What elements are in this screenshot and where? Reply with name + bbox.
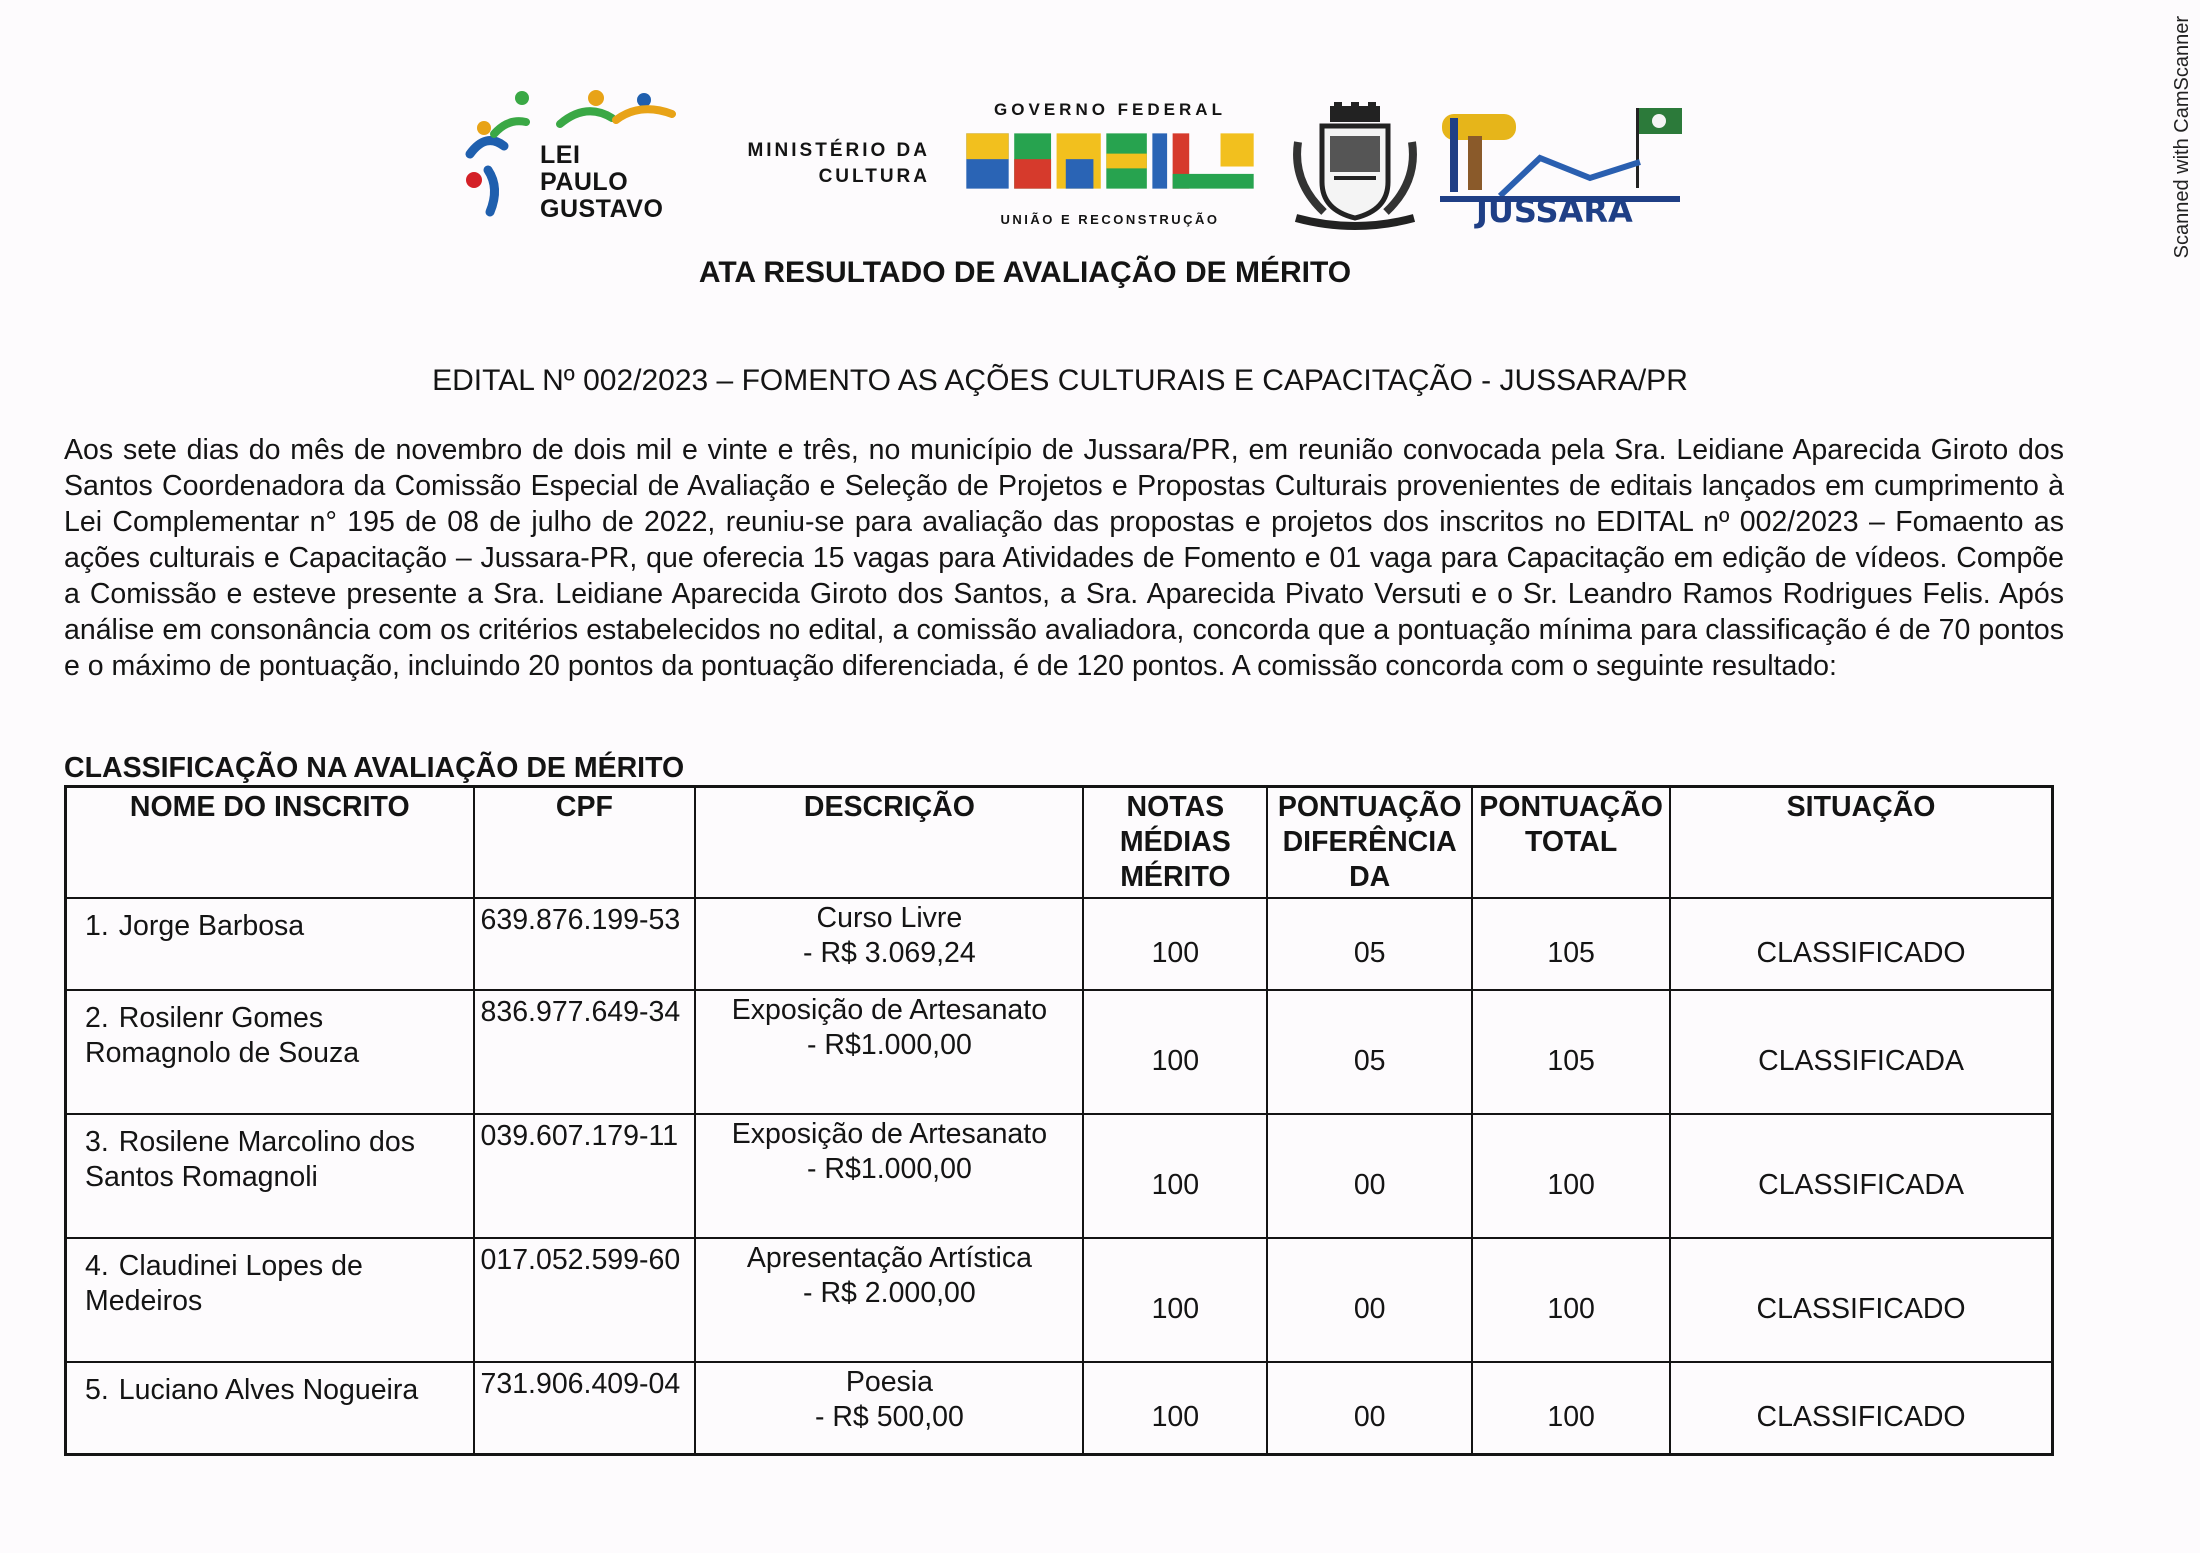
governo-federal-top: GOVERNO FEDERAL	[994, 100, 1226, 119]
cell-cpf: 639.876.199-53	[474, 898, 696, 990]
header-line: PONTUAÇÃO	[1277, 791, 1462, 823]
jussara-logo-text: JUSSARA	[1476, 192, 1633, 230]
cell-total: 105	[1472, 990, 1670, 1114]
row-number: 2.	[85, 1002, 109, 1034]
cell-diferenciada: 00	[1267, 1362, 1472, 1455]
header-line: PONTUAÇÃO	[1479, 791, 1663, 823]
row-name: Rosilene Marcolino dos Santos Romagnoli	[85, 1126, 416, 1193]
header-line: DA	[1349, 861, 1391, 893]
cell-merito: 100	[1083, 1114, 1267, 1238]
header-cpf	[474, 787, 696, 899]
cell-total: 100	[1472, 1114, 1670, 1238]
cell-cpf: 731.906.409-04	[474, 1362, 696, 1455]
cell-cpf: 836.977.649-34	[474, 990, 696, 1114]
section-title: CLASSIFICAÇÃO NA AVALIAÇÃO DE MÉRITO	[64, 752, 685, 784]
lei-paulo-gustavo-ribbons-icon	[556, 88, 676, 132]
governo-federal-logo	[950, 100, 1270, 230]
cell-diferenciada: 05	[1267, 898, 1472, 990]
cell-descricao	[695, 990, 1083, 1114]
header-line: MÉDIAS	[1119, 826, 1231, 858]
lei-paulo-gustavo-figures-icon	[460, 88, 550, 228]
header-line: DESCRIÇÃO	[803, 791, 975, 823]
cell-descricao	[695, 1238, 1083, 1362]
row-name: Rosilenr Gomes Romagnolo de Souza	[85, 1002, 360, 1069]
table-row	[66, 1114, 2053, 1238]
header-total	[1472, 787, 1670, 899]
cell-situacao: CLASSIFICADO	[1670, 1362, 2052, 1455]
cell-name	[66, 1114, 474, 1238]
header-nome	[66, 787, 474, 899]
desc-line: Exposição de Artesanato	[731, 994, 1048, 1026]
body-paragraph: Aos sete dias do mês de novembro de dois mil e vinte e três, no município de Jussara/PR, em reunião convocada pela Sra. Leidiane Aparecida Giroto dos Santos Coordenadora da Comissão Especial de Avaliação e Seleção de Projetos e Propostas Culturais provenientes de editais lançados em cumprimento à Lei Complementar n° 195 de 08 de julho de 2022, reuniu-se para avaliação das propostas e projetos dos inscritos no EDITAL nº 002/2023 – Fomaento as ações culturais e Capacitação – Jussara-PR, que oferecia 15 vagas para Atividades de Fomento e 01 vaga para Capacitação em edição de vídeos. Compõe a Comissão e esteve presente a Sra. Leidiane Aparecida Giroto dos Santos, a Sra. Aparecida Pivato Versuti e o Sr. Leandro Ramos Rodrigues Felis. Após análise em consonância com os critérios estabelecidos no edital, a comissão avaliadora, concorda que a pontuação mínima para classificação é de 70 pontos e o máximo de pontuação, incluindo 20 pontos da pontuação diferenciada, é de 120 pontos. A comissão concorda com o seguinte resultado:	[64, 434, 2064, 682]
logo-header	[460, 88, 1690, 238]
desc-line: Exposição de Artesanato	[731, 1118, 1048, 1150]
cell-name	[66, 990, 474, 1114]
ministerio-cultura-logo	[690, 138, 930, 190]
header-line: CPF	[555, 791, 613, 823]
cell-diferenciada: 05	[1267, 990, 1472, 1114]
row-name: Claudinei Lopes de Medeiros	[85, 1250, 363, 1317]
cell-descricao	[695, 898, 1083, 990]
cell-situacao: CLASSIFICADA	[1670, 990, 2052, 1114]
cell-merito: 100	[1083, 1362, 1267, 1455]
header-descricao	[695, 787, 1083, 899]
row-number: 4.	[85, 1250, 109, 1282]
row-name: Jorge Barbosa	[118, 910, 305, 942]
jussara-emblem-icon	[1440, 98, 1690, 233]
table-row	[66, 1362, 2053, 1455]
table-row	[66, 1238, 2053, 1362]
cell-name	[66, 898, 474, 990]
desc-line: Poesia	[845, 1366, 933, 1398]
document-title: ATA RESULTADO DE AVALIAÇÃO DE MÉRITO	[698, 256, 1352, 289]
row-name: Luciano Alves Nogueira	[118, 1374, 419, 1406]
cell-merito: 100	[1083, 990, 1267, 1114]
cell-total: 100	[1472, 1238, 1670, 1362]
brasil-wordmark-icon	[950, 126, 1270, 196]
desc-line: - R$ 500,00	[814, 1401, 964, 1433]
cell-total: 100	[1472, 1362, 1670, 1455]
header-line: MÉRITO	[1120, 861, 1231, 893]
cell-situacao: CLASSIFICADO	[1670, 1238, 2052, 1362]
row-number: 3.	[85, 1126, 109, 1158]
table-row	[66, 990, 2053, 1114]
lei-paulo-gustavo-logo	[460, 88, 700, 228]
cell-cpf: 039.607.179-11	[474, 1114, 696, 1238]
desc-line: - R$1.000,00	[807, 1029, 972, 1061]
header-line: SITUAÇÃO	[1786, 791, 1936, 823]
cell-diferenciada: 00	[1267, 1114, 1472, 1238]
cell-cpf: 017.052.599-60	[474, 1238, 696, 1362]
desc-line: Apresentação Artística	[746, 1242, 1032, 1274]
header-notas	[1083, 787, 1267, 899]
cell-merito: 100	[1083, 898, 1267, 990]
lpg-line: LEI	[540, 141, 581, 169]
header-diferenciada	[1267, 787, 1472, 899]
desc-line: Curso Livre	[816, 902, 963, 934]
row-number: 1.	[85, 910, 109, 942]
lpg-line: GUSTAVO	[540, 195, 664, 223]
desc-line: - R$ 2.000,00	[803, 1277, 976, 1309]
lei-paulo-gustavo-text	[540, 142, 663, 223]
results-table	[64, 785, 2054, 1456]
cell-situacao: CLASSIFICADO	[1670, 898, 2052, 990]
brasao-municipal-icon	[1290, 102, 1420, 232]
cell-name	[66, 1238, 474, 1362]
jussara-logo	[1440, 98, 1690, 233]
cell-name	[66, 1362, 474, 1455]
header-line: NOME DO INSCRITO	[129, 791, 410, 823]
header-line: NOTAS	[1126, 791, 1225, 823]
cell-situacao: CLASSIFICADA	[1670, 1114, 2052, 1238]
desc-line: - R$1.000,00	[807, 1153, 972, 1185]
desc-line: - R$ 3.069,24	[803, 937, 976, 969]
table-row	[66, 898, 2053, 990]
cell-merito: 100	[1083, 1238, 1267, 1362]
header-line: DIFERÊNCIA	[1282, 826, 1457, 858]
header-situacao	[1670, 787, 2052, 899]
cell-descricao	[695, 1114, 1083, 1238]
table-header-row	[66, 787, 2053, 899]
row-number: 5.	[85, 1374, 109, 1406]
cell-diferenciada: 00	[1267, 1238, 1472, 1362]
lpg-line: PAULO	[540, 168, 629, 196]
camscanner-watermark: Scanned with CamScanner	[2171, 16, 2193, 259]
ministerio-line: MINISTÉRIO DA	[747, 140, 930, 161]
cell-descricao	[695, 1362, 1083, 1455]
cell-total: 105	[1472, 898, 1670, 990]
ministerio-line: CULTURA	[818, 166, 930, 187]
header-line: TOTAL	[1524, 826, 1618, 858]
governo-federal-bottom: UNIÃO E RECONSTRUÇÃO	[1000, 212, 1220, 227]
edital-title: EDITAL Nº 002/2023 – FOMENTO AS AÇÕES CULTURAIS E CAPACITAÇÃO - JUSSARA/PR	[432, 364, 1688, 397]
